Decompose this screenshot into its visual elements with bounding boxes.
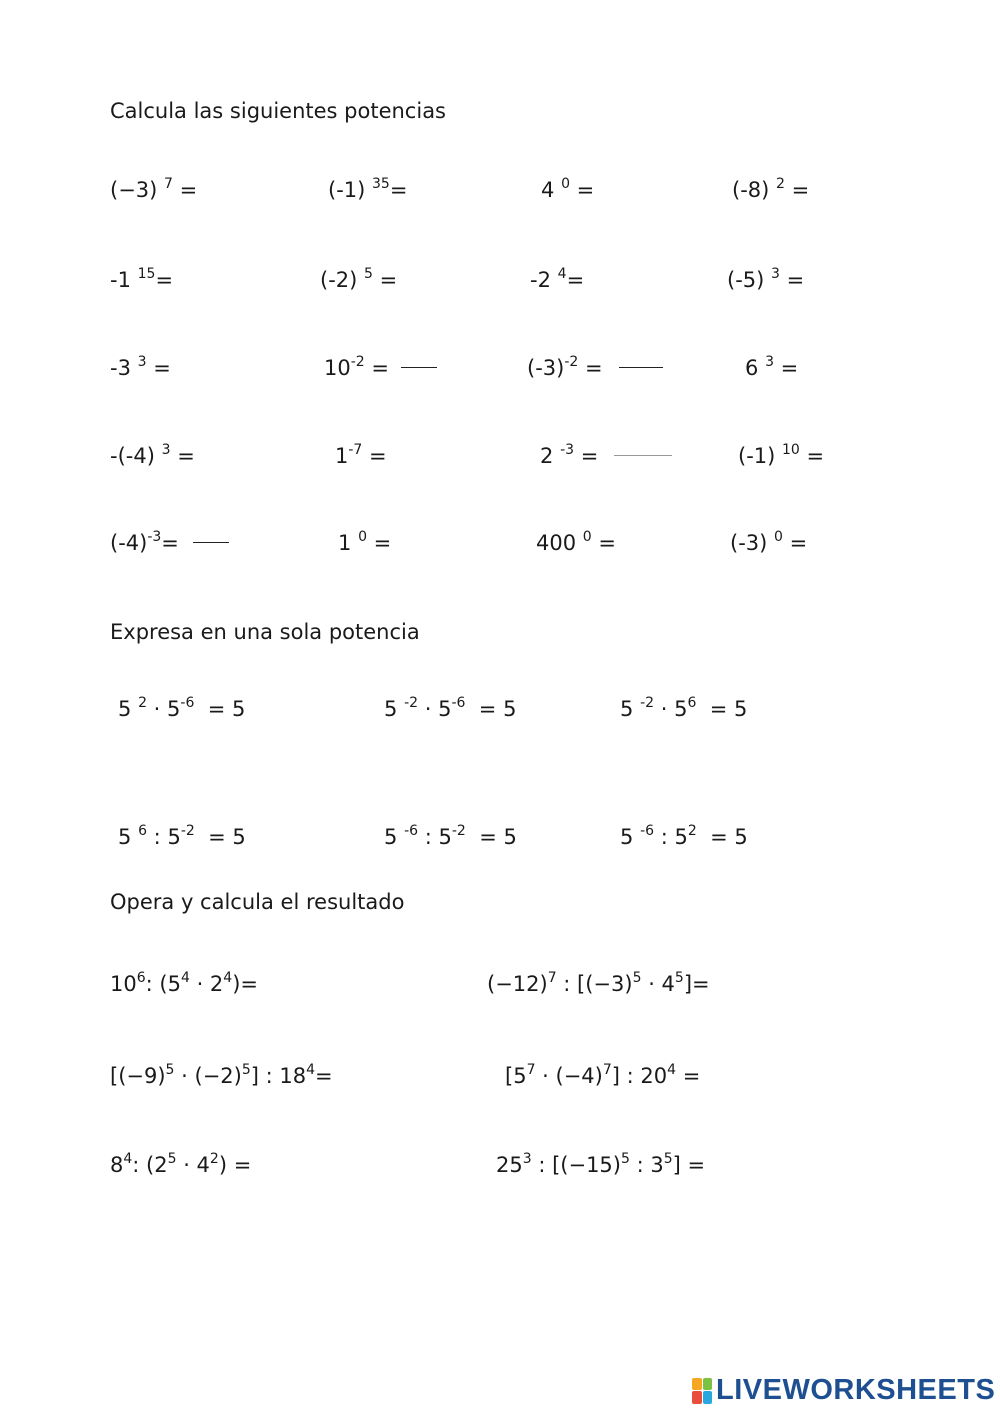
operate-item: $8^4$: $(2^5 \cdot 4^2)$ = xyxy=(110,1151,252,1177)
operate-item: $10^6$: $(5^4 \cdot 2^4)=$ xyxy=(110,970,258,996)
power-item: (-1) $^{35}$= xyxy=(328,176,408,202)
operate-item: $(-12)^7$ : $[(-3)^5 \cdot 4^5]=$ xyxy=(487,970,710,996)
single-power-item: 5 $^{-6}$ : $5^2 = 5$ xyxy=(620,823,748,849)
answer-line[interactable] xyxy=(619,367,663,368)
power-item: 2 $^{-3}$ = xyxy=(540,446,672,467)
operate-item: $[(-9)^5 \cdot (-2)^5]$ : $18^4=$ xyxy=(110,1062,333,1088)
logo-badge-icon xyxy=(692,1378,712,1404)
power-item: 1 $^0$ = xyxy=(338,529,392,555)
logo-tile xyxy=(703,1378,713,1391)
single-power-item: 5 $^{-2} \cdot 5^{-6} = 5$ xyxy=(384,695,517,721)
power-item: -2 $^4$= xyxy=(530,266,585,292)
liveworksheets-logo[interactable] xyxy=(692,1374,995,1407)
section-title-operate: Opera y calcula el resultado xyxy=(110,890,405,914)
single-power-item: 5 $^{-2} \cdot 5^6 = 5$ xyxy=(620,695,748,721)
power-item: 400 $^0$ = xyxy=(536,529,616,555)
operate-item: $[5^7 \cdot (-4)^7]$ : $20^4$ = xyxy=(505,1062,701,1088)
logo-tile xyxy=(692,1391,702,1404)
power-item: (-5) $^3$ = xyxy=(727,266,805,292)
logo-tile xyxy=(703,1391,713,1404)
power-item: -3 $^3$ = xyxy=(110,354,171,380)
power-item: (-3) $^0$ = xyxy=(730,529,808,555)
power-item: 6 $^3$ = xyxy=(745,354,799,380)
logo-tile xyxy=(692,1378,702,1391)
power-item: (−3) $^7$ = xyxy=(110,176,198,202)
power-item: (-8) $^2$ = xyxy=(732,176,810,202)
power-item: $(-4)^{-3}=$ xyxy=(110,533,229,554)
section-title-powers: Calcula las siguientes potencias xyxy=(110,99,446,123)
single-power-item: 5 $^{-6}$ : $5^{-2} = 5$ xyxy=(384,823,517,849)
answer-line[interactable] xyxy=(401,367,437,368)
logo-text: LIVEWORKSHEETS xyxy=(716,1374,996,1406)
single-power-item: 5 $^2 \cdot 5^{-6} = 5$ xyxy=(118,695,246,721)
answer-line[interactable] xyxy=(614,455,672,456)
power-item: -1 $^{15}$= xyxy=(110,266,174,292)
power-item: $10^{-2}$ = xyxy=(324,358,437,379)
answer-line[interactable] xyxy=(193,542,229,543)
section-title-single-power: Expresa en una sola potencia xyxy=(110,620,420,644)
power-item: $1^{-7}$ = xyxy=(335,442,387,468)
single-power-item: 5 $^6$ : $5^{-2} = 5$ xyxy=(118,823,246,849)
power-item: 4 $^0$ = xyxy=(541,176,595,202)
power-item: -(-4) $^3$ = xyxy=(110,442,195,468)
power-item: (-1) $^{10}$ = xyxy=(738,442,825,468)
operate-item: $25^3$ : [$(-15)^5$ : $3^5$] = xyxy=(496,1151,706,1177)
power-item: (-2) $^5$ = xyxy=(320,266,398,292)
power-item: $(-3)^{-2}$ = xyxy=(527,358,663,379)
